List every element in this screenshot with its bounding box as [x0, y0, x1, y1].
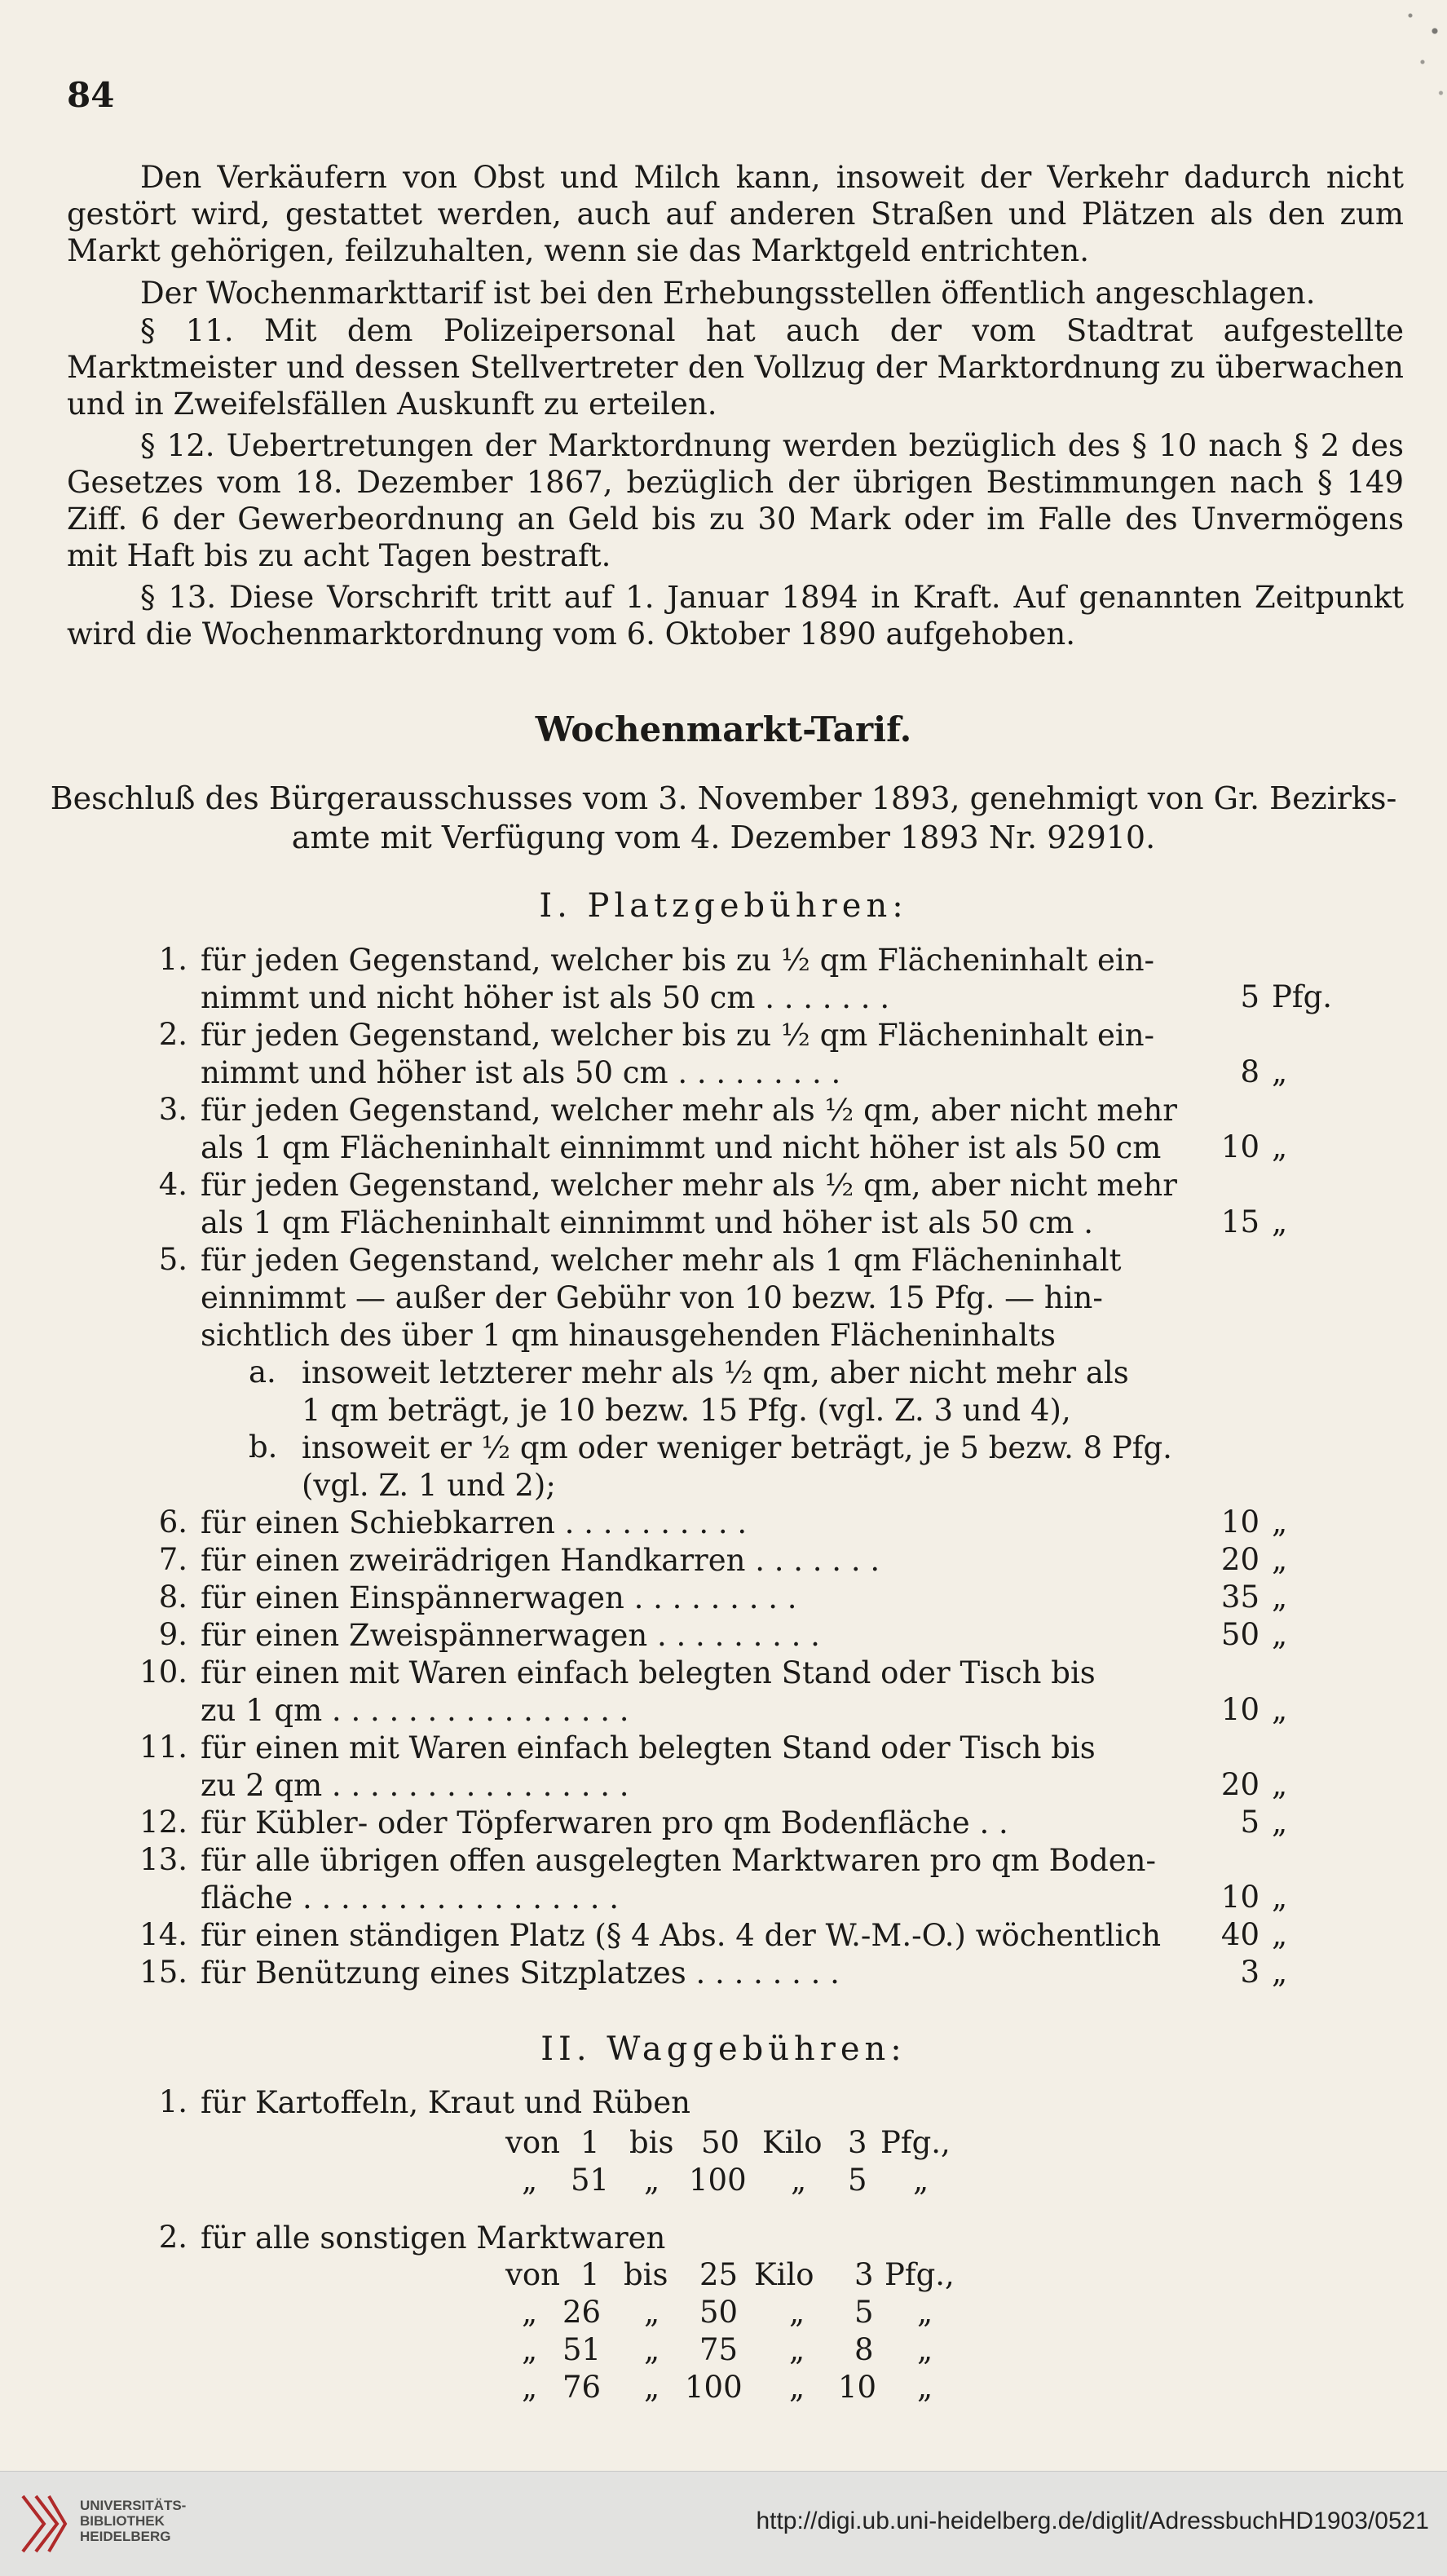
- item-number: 14.: [139, 1917, 187, 1952]
- item-text-line1: für einen ständigen Platz (§ 4 Abs. 4 der W.-M.-O.) wöchentlich: [201, 1918, 1162, 1953]
- item-text-line1: für Benützung eines Sitzplatzes . . . . . . . .: [201, 1955, 840, 1991]
- item-unit: „: [1272, 1805, 1288, 1840]
- item-unit: Pfg.: [1272, 979, 1333, 1014]
- unit: Pfg.,: [885, 2257, 955, 2292]
- item-unit: „: [1272, 1505, 1288, 1540]
- item-text-line2: fläche . . . . . . . . . . . . . . . . .: [201, 1880, 620, 1915]
- item-number: 10.: [139, 1655, 187, 1690]
- item-number: 11.: [139, 1730, 187, 1765]
- sub-item-b-line2: (vgl. Z. 1 und 2);: [302, 1468, 556, 1503]
- bis: „: [644, 2332, 660, 2367]
- scan-noise: [1325, 0, 1447, 155]
- item-unit: „: [1272, 1129, 1288, 1164]
- item-text-line2: zu 1 qm . . . . . . . . . . . . . . . .: [201, 1693, 629, 1728]
- unit: „: [917, 2370, 933, 2405]
- item-text-line1: für einen mit Waren einfach belegten Stand oder Tisch bis: [201, 1655, 1096, 1690]
- item-price: 20: [1220, 1542, 1260, 1577]
- sub-item-b-line1: insoweit er ½ qm oder weniger beträgt, je 5 bezw. 8 Pfg.: [302, 1430, 1172, 1465]
- item-label: für Kartoffeln, Kraut und Rüben: [201, 2085, 690, 2120]
- item-price: 15: [1220, 1204, 1260, 1239]
- item-text-line1: für Kübler- oder Töpferwaren pro qm Bodenfläche . .: [201, 1805, 1008, 1840]
- item-text-line1: für jeden Gegenstand, welcher mehr als ½ qm, aber nicht mehr: [201, 1168, 1177, 1203]
- item-unit: „: [1272, 1617, 1288, 1652]
- item-text-line2: zu 2 qm . . . . . . . . . . . . . . . .: [201, 1768, 629, 1803]
- section-waggebuehren-heading: II. Waggebühren:: [540, 2030, 907, 2068]
- item-text-line3: sichtlich des über 1 qm hinausgehenden Flächeninhalts: [201, 1318, 1057, 1353]
- logo-line: UNIVERSITÄTS-: [80, 2498, 187, 2513]
- von: „: [522, 2370, 538, 2405]
- paragraph-text: § 11. Mit dem Polizeipersonal hat auch der vom Stadtrat aufgestellte Marktmeister und dessen Stellvertreter den Vollzug der Marktordnung zu überwachen und in Zweifelsfällen Auskunft zu erteilen.: [67, 313, 1404, 422]
- von: von: [505, 2257, 561, 2292]
- kilo: Kilo: [754, 2257, 814, 2292]
- unit: „: [913, 2163, 929, 2198]
- item-unit: „: [1272, 1880, 1288, 1915]
- item-price: 8: [1240, 1054, 1260, 1089]
- price: 5: [848, 2163, 867, 2198]
- item-number: 5.: [158, 1242, 187, 1277]
- item-unit: „: [1272, 1054, 1288, 1089]
- item-text-line2: als 1 qm Flächeninhalt einnimmt und höher ist als 50 cm .: [201, 1205, 1094, 1240]
- university-seal-icon: [15, 2488, 73, 2560]
- paragraph-section-12: [67, 427, 1404, 574]
- page-number: 84: [67, 75, 115, 115]
- item-number: 1.: [158, 942, 187, 977]
- item-text-line1: für einen zweirädrigen Handkarren . . . . . . .: [201, 1543, 880, 1578]
- kilo: „: [789, 2370, 805, 2405]
- kilo: „: [791, 2163, 807, 2198]
- item-price: 50: [1220, 1617, 1260, 1652]
- price: 3: [848, 2125, 867, 2160]
- from-kg: 26: [562, 2295, 602, 2330]
- tarif-subtitle-line1: Beschluß des Bürgerausschusses vom 3. November 1893, genehmigt von Gr. Bezirks-: [50, 780, 1397, 816]
- item-price: 40: [1220, 1917, 1260, 1952]
- section-platzgebuehren-heading: I. Platzgebühren:: [539, 887, 908, 925]
- kilo: „: [789, 2295, 805, 2330]
- item-price: 10: [1220, 1505, 1260, 1540]
- sub-item-a-line1: insoweit letzterer mehr als ½ qm, aber nicht mehr als: [302, 1355, 1129, 1390]
- item-number: 1.: [158, 2084, 187, 2119]
- item-price: 10: [1220, 1880, 1260, 1915]
- from-kg: 1: [580, 2257, 600, 2292]
- paragraph-section-11: [67, 312, 1404, 422]
- item-price: 10: [1220, 1692, 1260, 1727]
- bis: „: [644, 2370, 660, 2405]
- item-number: 2.: [158, 1017, 187, 1052]
- item-text-line2: nimmt und nicht höher ist als 50 cm . . . . . . .: [201, 980, 890, 1015]
- from-kg: 1: [580, 2125, 600, 2160]
- to-kg: 50: [701, 2125, 740, 2160]
- item-number: 8.: [158, 1580, 187, 1615]
- item-number: 13.: [139, 1842, 187, 1877]
- item-unit: „: [1272, 1580, 1288, 1615]
- sub-item-b-letter: b.: [249, 1429, 278, 1465]
- item-price: 3: [1240, 1955, 1260, 1990]
- to-kg: 100: [689, 2163, 747, 2198]
- logo-line: HEIDELBERG: [80, 2529, 171, 2544]
- von: von: [505, 2125, 561, 2160]
- item-number: 7.: [158, 1542, 187, 1577]
- item-number: 4.: [158, 1167, 187, 1202]
- price: 10: [838, 2370, 877, 2405]
- item-unit: „: [1272, 1692, 1288, 1727]
- price: 3: [854, 2257, 874, 2292]
- bis: „: [644, 2163, 660, 2198]
- kilo: Kilo: [762, 2125, 823, 2160]
- item-price: 5: [1240, 979, 1260, 1014]
- sub-item-a-letter: a.: [249, 1354, 276, 1390]
- paragraph-text: Den Verkäufern von Obst und Milch kann, insoweit der Verkehr dadurch nicht gestört wird, gestattet werden, auch auf anderen Straßen und Plätzen als den zum Markt gehörigen, feilzuhalten, wenn sie das Marktgeld entrichten.: [67, 160, 1404, 268]
- von: „: [522, 2332, 538, 2367]
- sub-item-a-line2: 1 qm beträgt, je 10 bezw. 15 Pfg. (vgl. Z. 3 und 4),: [302, 1393, 1071, 1428]
- unit: „: [917, 2332, 933, 2367]
- paragraph-text: Der Wochenmarkttarif ist bei den Erhebungsstellen öffentlich angeschlagen.: [140, 276, 1316, 311]
- item-text-line1: für alle übrigen offen ausgelegten Marktwaren pro qm Boden-: [201, 1843, 1156, 1878]
- to-kg: 25: [699, 2257, 739, 2292]
- item-unit: „: [1272, 1917, 1288, 1952]
- item-text-line1: für einen mit Waren einfach belegten Stand oder Tisch bis: [201, 1730, 1096, 1765]
- item-label: für alle sonstigen Marktwaren: [201, 2220, 666, 2256]
- bis: bis: [624, 2257, 668, 2292]
- from-kg: 51: [562, 2332, 602, 2367]
- item-number: 3.: [158, 1092, 187, 1127]
- item-number: 9.: [158, 1617, 187, 1652]
- to-kg: 100: [685, 2370, 743, 2405]
- item-text-line2: als 1 qm Flächeninhalt einnimmt und nicht höher ist als 50 cm: [201, 1130, 1162, 1165]
- item-price: 5: [1240, 1805, 1260, 1840]
- price: 5: [854, 2295, 874, 2330]
- item-text-line1: für einen Zweispännerwagen . . . . . . . . .: [201, 1618, 820, 1653]
- item-unit: „: [1272, 1767, 1288, 1802]
- item-price: 10: [1220, 1129, 1260, 1164]
- item-text-line2: einnimmt — außer der Gebühr von 10 bezw. 15 Pfg. — hin-: [201, 1280, 1103, 1315]
- paragraph-text: § 13. Diese Vorschrift tritt auf 1. Januar 1894 in Kraft. Auf genannten Zeitpunkt wird die Wochenmarktordnung vom 6. Oktober 1890 aufgehoben.: [67, 580, 1404, 652]
- paragraph-section-13: [67, 579, 1404, 652]
- from-kg: 51: [571, 2163, 610, 2198]
- to-kg: 50: [699, 2295, 739, 2330]
- price: 8: [854, 2332, 874, 2367]
- item-number: 6.: [158, 1505, 187, 1540]
- paragraph-tarif-notice: [67, 275, 1404, 312]
- item-price: 20: [1220, 1767, 1260, 1802]
- permalink-url[interactable]: http://digi.ub.uni-heidelberg.de/diglit/AdressbuchHD1903/0521: [756, 2508, 1429, 2534]
- item-number: 2.: [158, 2220, 187, 2255]
- to-kg: 75: [699, 2332, 739, 2367]
- unit: Pfg.,: [880, 2125, 951, 2160]
- item-number: 12.: [139, 1805, 187, 1840]
- item-text-line1: für jeden Gegenstand, welcher mehr als ½ qm, aber nicht mehr: [201, 1093, 1177, 1128]
- logo-line: BIBLIOTHEK: [80, 2513, 165, 2529]
- tarif-subtitle-line2: amte mit Verfügung vom 4. Dezember 1893 Nr. 92910.: [291, 820, 1156, 855]
- item-text-line1: für einen Schiebkarren . . . . . . . . . .: [201, 1505, 748, 1540]
- von: „: [522, 2163, 538, 2198]
- bis: bis: [629, 2125, 674, 2160]
- item-price: 35: [1220, 1580, 1260, 1615]
- bis: „: [644, 2295, 660, 2330]
- item-text-line1: für einen Einspännerwagen . . . . . . . . .: [201, 1580, 797, 1615]
- item-text-line2: nimmt und höher ist als 50 cm . . . . . . . . .: [201, 1055, 841, 1090]
- item-unit: „: [1272, 1955, 1288, 1990]
- tarif-title: Wochenmarkt-Tarif.: [535, 709, 912, 749]
- library-logo-text: [80, 2498, 186, 2544]
- viewer-footer: [0, 2471, 1447, 2576]
- from-kg: 76: [562, 2370, 602, 2405]
- item-text-line1: für jeden Gegenstand, welcher bis zu ½ qm Flächeninhalt ein-: [201, 943, 1155, 978]
- unit: „: [917, 2295, 933, 2330]
- item-unit: „: [1272, 1204, 1288, 1239]
- item-number: 15.: [139, 1955, 187, 1990]
- paragraph-obst-milch: [67, 159, 1404, 269]
- item-text-line1: für jeden Gegenstand, welcher mehr als 1 qm Flächeninhalt: [201, 1243, 1122, 1278]
- item-unit: „: [1272, 1542, 1288, 1577]
- item-text-line1: für jeden Gegenstand, welcher bis zu ½ qm Flächeninhalt ein-: [201, 1018, 1155, 1053]
- paragraph-text: § 12. Uebertretungen der Marktordnung werden bezüglich des § 10 nach § 2 des Gesetzes vom 18. Dezember 1867, bezüglich der übrigen Bestimmungen nach § 149 Ziff. 6 der Gewerbeordnung an Geld bis zu 30 Mark oder im Falle des Unvermögens mit Haft bis zu acht Tagen bestraft.: [67, 428, 1404, 573]
- von: „: [522, 2295, 538, 2330]
- kilo: „: [789, 2332, 805, 2367]
